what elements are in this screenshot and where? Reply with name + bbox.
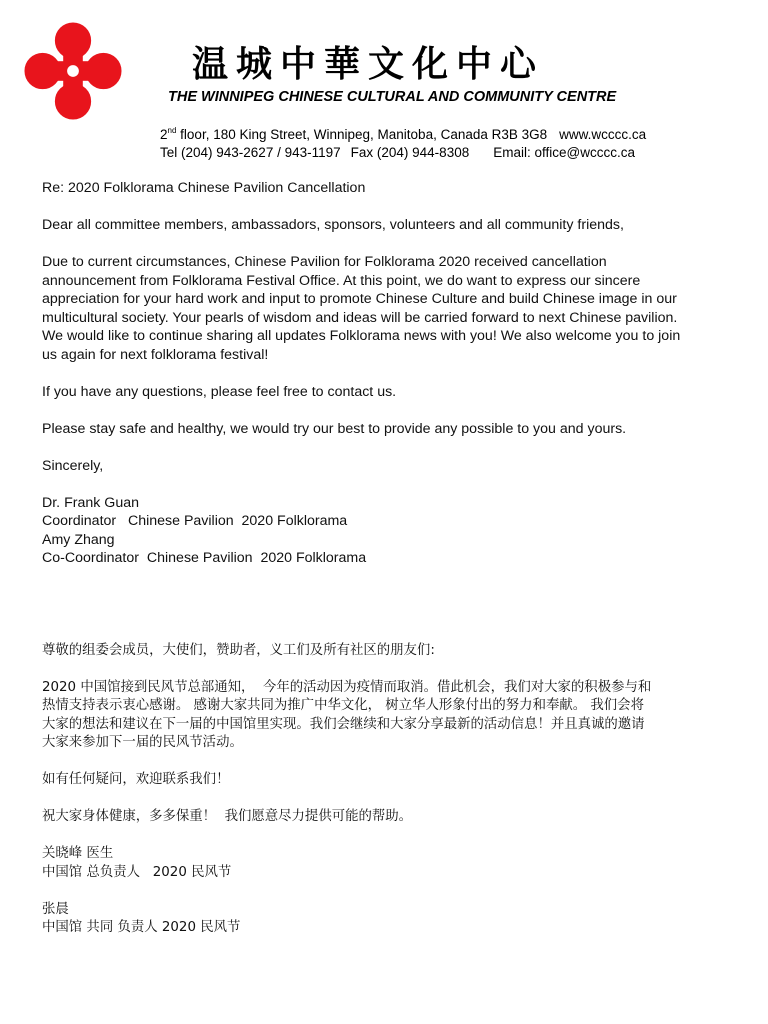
fax: Fax (204) 944-8308 (350, 145, 470, 160)
letter-main-paragraph (42, 253, 732, 364)
paragraph-line-cn: 热情支持表示衷心感谢。 感谢大家共同为推广中华文化， 树立华人形象付出的努力和奉献。 我们会将 (42, 698, 644, 713)
paragraph-line-cn: 2020 中国馆接到民风节总部通知， 今年的活动因为疫情而取消。借此机会，我们对大家的积极参与和 (42, 679, 652, 695)
paragraph-line: We would like to continue sharing all updates Folklorama news with you! We also welcome you to join (42, 328, 681, 344)
letter-stay-safe-cn: 祝大家身体健康，多多保重！ 我们愿意尽力提供可能的帮助。 (42, 809, 413, 824)
address-floor-suffix: nd (167, 126, 177, 135)
letter-questions-cn: 如有任何疑问，欢迎联系我们！ (42, 772, 230, 787)
website-link[interactable]: www.wcccc.ca (559, 127, 647, 142)
letter-salutation-cn: 尊敬的组委会成员，大使们，赞助者，义工们及所有社区的朋友们: (42, 642, 435, 658)
paragraph-line-cn: 大家的想法和建议在下一届的中国馆里实现。我们会继续和大家分享最新的活动信息！并且真诚的邀请 (42, 716, 645, 732)
address-street: floor, 180 King Street, Winnipeg, Manitoba, Canada R3B 3G8 (176, 127, 548, 142)
signer-title-cn: 中国馆 总负责人 2020 民风节 (42, 864, 232, 880)
letterhead-title-cn: 温城中華文化中心 (192, 44, 545, 85)
letter-body (42, 179, 732, 956)
email-link[interactable]: Email: office@wcccc.ca (493, 145, 635, 160)
paragraph-line: announcement from Folklorama Festival Office. At this point, we do want to express our sincere (42, 272, 641, 289)
signer-title: Coordinator Chinese Pavilion 2020 Folklorama (42, 513, 348, 529)
wcccc-logo-icon (24, 22, 122, 120)
paragraph-line: Due to current circumstances, Chinese Pavilion for Folklorama 2020 received cancellation (42, 254, 607, 270)
letter-subject: Re: 2020 Folklorama Chinese Pavilion Cancellation (42, 180, 366, 196)
letterhead-contact (160, 144, 720, 162)
letter-stay-safe: Please stay safe and healthy, we would try our best to provide any possible to you and yours. (42, 420, 627, 437)
signer-title-cn: 中国馆 共同 负责人 2020 民风节 (42, 920, 241, 935)
paragraph-line: multicultural society. Your pearls of wisdom and ideas will be carried forward to next Chinese pavilion. (42, 309, 678, 326)
address-floor-number: 2 (160, 127, 168, 142)
paragraph-line-cn: 大家来参加下一届的民风节活动。 (42, 735, 243, 750)
signer-name-cn: 张晨 (42, 901, 69, 917)
telephone: Tel (204) 943-2627 / 943-1197 (160, 145, 341, 160)
signature-block-cn-2 (42, 901, 732, 938)
signer-name: Dr. Frank Guan (42, 494, 139, 511)
paragraph-line: appreciation for your hard work and input to promote Chinese Culture and build Chinese image in our (42, 291, 677, 307)
letter-closing: Sincerely, (42, 457, 104, 474)
letterhead-address (160, 126, 720, 144)
paragraph-line: us again for next folklorama festival! (42, 346, 269, 363)
letter-questions: If you have any questions, please feel free to contact us. (42, 383, 397, 400)
letterhead-title-en: THE WINNIPEG CHINESE CULTURAL AND COMMUNITY CENTRE (168, 89, 617, 105)
letter-salutation: Dear all committee members, ambassadors, sponsors, volunteers and all community friends, (42, 217, 624, 233)
signer-name-cn: 关晓峰 医生 (42, 846, 114, 861)
signature-block-en (42, 494, 732, 568)
signer-title: Co-Coordinator Chinese Pavilion 2020 Folklorama (42, 550, 367, 566)
signature-block-cn-1 (42, 845, 732, 882)
signer-name: Amy Zhang (42, 531, 115, 548)
letter-main-paragraph-cn (42, 679, 732, 753)
letterhead (0, 0, 768, 170)
